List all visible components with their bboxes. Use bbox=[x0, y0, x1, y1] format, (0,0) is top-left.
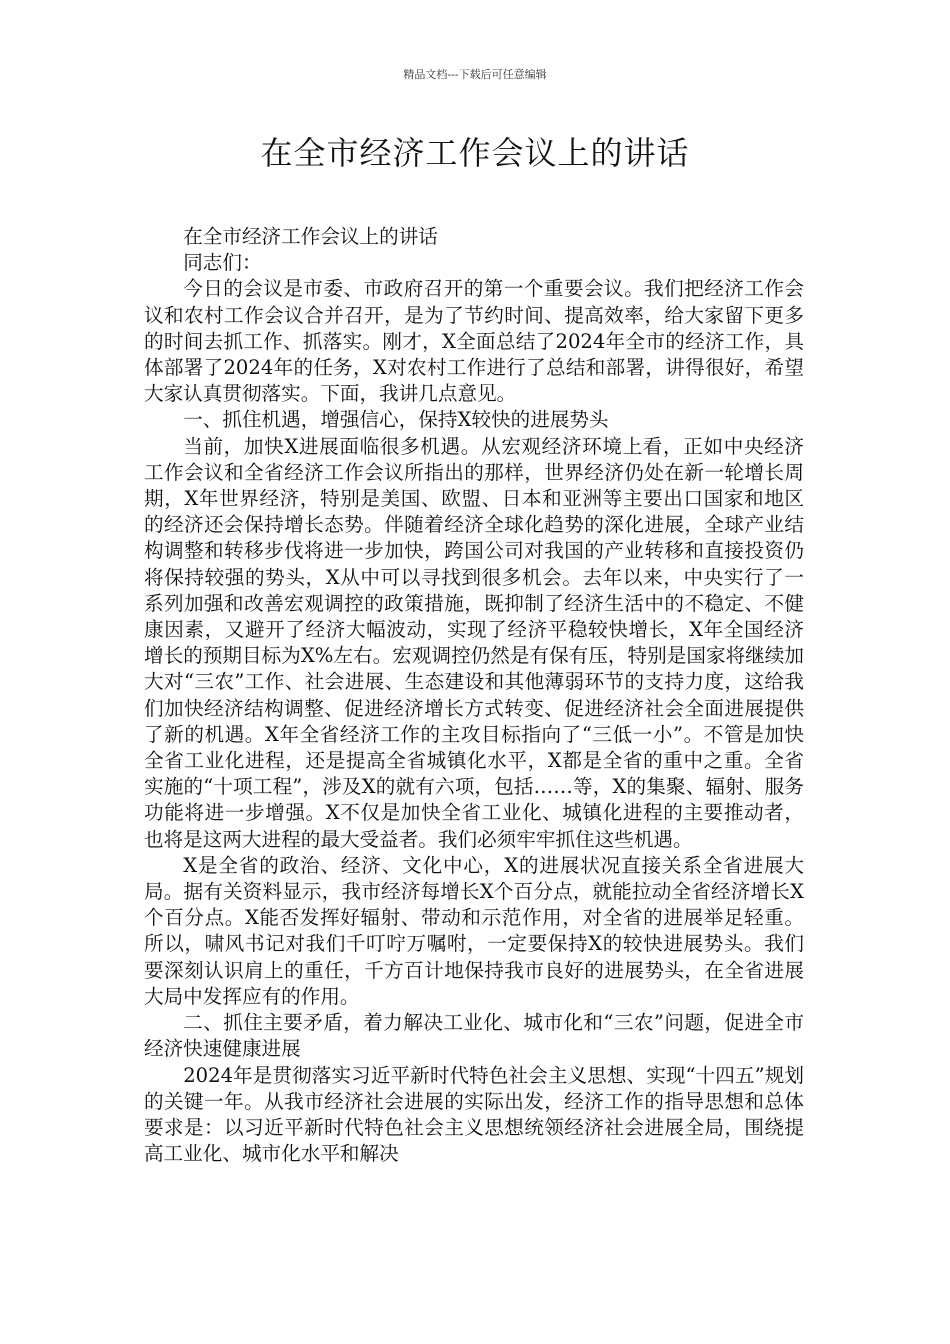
section-heading-2: 二、抓住主要矛盾，着力解决工业化、城市化和“三农”问题，促进全市经济快速健康进展 bbox=[144, 1011, 804, 1061]
paragraph-role: X是全省的政治、经济、文化中心，X的进展状况直接关系全省进展大局。据有关资料显示，我市经济每增长X个百分点，就能拉动全省经济增长X个百分点。X能否发挥好辐射、带动和示范作用，对全省的进展举足轻重。所以，啸风书记对我们千叮咛万嘱咐，一定要保持X的较快进展势头。我们要深刻认识肩上的重任，千方百计地保持我市良好的进展势头，在全省进展大局中发挥应有的作用。 bbox=[144, 853, 804, 1008]
paragraph-opportunities: 当前，加快X进展面临很多机遇。从宏观经济环境上看，正如中央经济工作会议和全省经济工作会议所指出的那样，世界经济仍处在新一轮增长周期，X年世界经济，特别是美国、欧盟、日本和亚洲等主要出口国家和地区的经济还会保持增长态势。伴随着经济全球化趋势的深化进展，全球产业结构调整和转移步伐将进一步加快，跨国公司对我国的产业转移和直接投资仍将保持较强的势头，X从中可以寻找到很多机会。去年以来，中央实行了一系列加强和改善宏观调控的政策措施，既抑制了经济生活中的不稳定、不健康因素，又避开了经济大幅波动，实现了经济平稳较快增长，X年全国经济增长的预期目标为X%左右。宏观调控仍然是有保有压，特别是国家将继续加大对“三农”工作、社会进展、生态建设和其他薄弱环节的支持力度，这给我们加快经济结构调整、促进经济增长方式转变、促进经济社会全面进展提供了新的机遇。X年全省经济工作的主攻目标指向了“三低一小”。不管是加快全省工业化进程，还是提高全省城镇化水平，X都是全省的重中之重。全省实施的“十项工程”，涉及X的就有六项，包括……等，X的集聚、辐射、服务功能将进一步增强。X不仅是加快全省工业化、城镇化进程的主要推动者，也将是这两大进程的最大受益者。我们必须牢牢抓住这些机遇。 bbox=[144, 434, 804, 851]
header-note: 精品文档---下载后可任意编辑 bbox=[403, 68, 547, 81]
paragraph-guiding-thought: 2024年是贯彻落实习近平新时代特色社会主义思想、实现“十四五”规划的关键一年。从我市经济社会进展的实际出发，经济工作的指导思想和总体要求是：以习近平新时代特色社会主义思想统领经济社会进展全局，围绕提高工业化、城市化水平和解决 bbox=[144, 1063, 804, 1166]
paragraph-subtitle: 在全市经济工作会议上的讲话 bbox=[183, 225, 438, 248]
document-body bbox=[144, 224, 804, 1167]
paragraph-opening: 今日的会议是市委、市政府召开的第一个重要会议。我们把经济工作会议和农村工作会议合并召开，是为了节约时间、提高效率，给大家留下更多的时间去抓工作、抓落实。刚才，X全面总结了2024年全市的经济工作，具体部署了2024年的任务，X对农村工作进行了总结和部署，讲得很好，希望大家认真贯彻落实。下面，我讲几点意见。 bbox=[144, 277, 804, 406]
paragraph-salutation: 同志们： bbox=[183, 251, 262, 275]
section-heading-1: 一、抓住机遇，增强信心，保持X较快的进展势头 bbox=[183, 408, 609, 432]
document-title: 在全市经济工作会议上的讲话 bbox=[260, 134, 690, 172]
